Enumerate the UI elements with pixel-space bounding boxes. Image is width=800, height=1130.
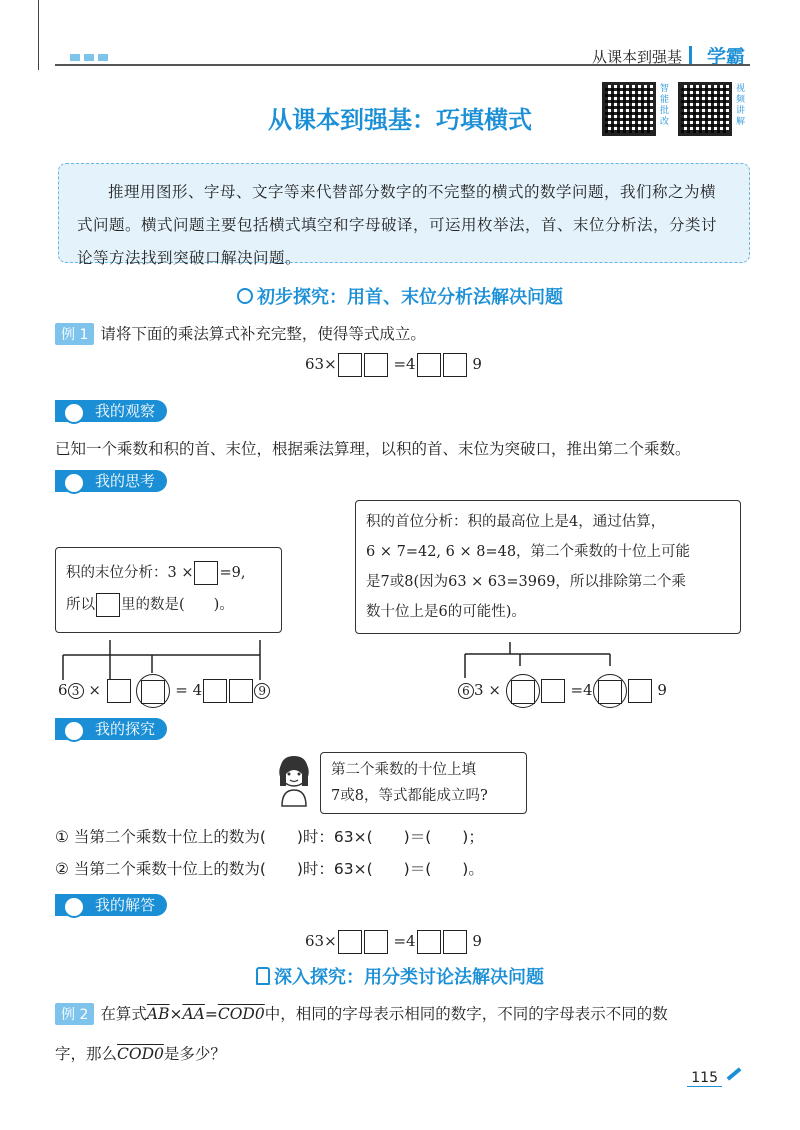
bubble-line-2: 7或8，等式都能成立吗? bbox=[331, 788, 488, 804]
blank-box[interactable] bbox=[511, 680, 535, 704]
bulb-icon bbox=[63, 896, 85, 918]
speech-bubble bbox=[320, 752, 527, 814]
units-line-2b: 里的数是( )。 bbox=[121, 597, 234, 613]
var-ab: $\overline{AB}$ bbox=[146, 1005, 170, 1023]
question-2: ② 当第二个乘数十位上的数为( )时：63×( )＝( )。 bbox=[55, 860, 484, 878]
equation-answer bbox=[305, 930, 482, 954]
diag-nine: 9 bbox=[657, 681, 667, 699]
eq-right: 9 bbox=[472, 932, 482, 950]
var-cod0: COD0 bbox=[117, 1045, 164, 1063]
var-aa: $\overline{AA}$ bbox=[182, 1005, 205, 1023]
diag-times: × bbox=[488, 681, 501, 699]
eq-right: 9 bbox=[472, 355, 482, 373]
units-diagram bbox=[58, 674, 270, 708]
example-tag: 例 1 bbox=[55, 323, 94, 345]
left-margin-line bbox=[38, 0, 39, 70]
qr-label-grading: 智能批改 bbox=[660, 84, 670, 127]
section-heading-2 bbox=[0, 963, 800, 989]
blank-box[interactable] bbox=[364, 353, 388, 377]
times-sign: × bbox=[169, 1005, 183, 1023]
diag-circled-six: 6 bbox=[458, 683, 474, 699]
blank-box[interactable] bbox=[338, 930, 362, 954]
example-2-line-2 bbox=[55, 1042, 226, 1064]
leading-line-3: 是7或8(因为63 × 63=3969，所以排除第二个乘 bbox=[366, 574, 686, 590]
diag-equals: = 4 bbox=[175, 681, 203, 699]
blank-box[interactable] bbox=[338, 353, 362, 377]
blank-box[interactable] bbox=[141, 680, 165, 704]
blank-box[interactable] bbox=[628, 679, 652, 703]
blank-box[interactable] bbox=[417, 353, 441, 377]
blank-box[interactable] bbox=[443, 353, 467, 377]
page-number: 115 bbox=[687, 1070, 722, 1087]
blank-box[interactable] bbox=[598, 680, 622, 704]
eq-mid: =4 bbox=[393, 932, 416, 950]
example-2-text-d: 是多少？ bbox=[163, 1045, 226, 1063]
leading-diagram bbox=[458, 674, 667, 708]
eq-left: 63× bbox=[305, 932, 337, 950]
header-decoration bbox=[70, 46, 112, 65]
blank-box[interactable] bbox=[541, 679, 565, 703]
equation-1 bbox=[305, 353, 482, 377]
example-2-text-c: 字，那么 bbox=[55, 1045, 118, 1063]
example-1 bbox=[55, 322, 426, 345]
blank-box[interactable] bbox=[107, 679, 131, 703]
units-analysis-box bbox=[55, 547, 282, 633]
diag-digit: 3 bbox=[474, 681, 484, 699]
blank-box[interactable] bbox=[443, 930, 467, 954]
think-label-text: 我的思考 bbox=[95, 472, 156, 490]
explore-label-text: 我的探究 bbox=[95, 720, 156, 738]
units-line-1a: 积的末位分析：3 × bbox=[66, 565, 194, 581]
answer-label-text: 我的解答 bbox=[95, 896, 156, 914]
explore-label bbox=[55, 718, 167, 740]
blank-box[interactable] bbox=[203, 679, 227, 703]
leading-line-4: 数十位上是6的可能性)。 bbox=[366, 604, 526, 620]
book-title: 从课本到强基 bbox=[591, 48, 682, 66]
leading-digit-analysis-box bbox=[355, 500, 741, 634]
header-rule bbox=[55, 64, 750, 66]
qr-label-video: 视频讲解 bbox=[736, 84, 746, 127]
page-title: 从课本到强基：巧填横式 bbox=[268, 106, 532, 134]
leading-line-2: 6 × 7=42, 6 × 8=48，第二个乘数的十位上可能 bbox=[366, 544, 691, 560]
leading-line-1: 积的首位分析：积的最高位上是4，通过估算， bbox=[366, 514, 666, 530]
qr-code-video[interactable] bbox=[678, 82, 732, 136]
bulb-icon bbox=[63, 472, 85, 494]
units-line-1 bbox=[66, 558, 281, 588]
example-tag: 例 2 bbox=[55, 1003, 94, 1025]
blank-box[interactable] bbox=[417, 930, 441, 954]
question-1: ① 当第二个乘数十位上的数为( )时：63×( )＝( )； bbox=[55, 828, 484, 846]
blank-box[interactable] bbox=[229, 679, 253, 703]
bulb-icon bbox=[63, 720, 85, 742]
think-label bbox=[55, 470, 167, 492]
diag-circled-nine: 9 bbox=[254, 683, 270, 699]
observe-label-text: 我的观察 bbox=[95, 402, 156, 420]
section-title-1: 初步探究：用首、末位分析法解决问题 bbox=[257, 287, 563, 308]
section-title-2: 深入探究：用分类讨论法解决问题 bbox=[274, 967, 544, 988]
units-line-1b: =9, bbox=[219, 565, 246, 581]
example-2-text-a: 在算式 bbox=[100, 1005, 147, 1023]
brand-logo: 学霸 bbox=[706, 46, 745, 68]
diag-circled-digit: 3 bbox=[68, 683, 84, 699]
eq-mid: =4 bbox=[393, 355, 416, 373]
bulb-icon bbox=[63, 402, 85, 424]
observe-label bbox=[55, 400, 167, 422]
example-1-text: 请将下面的乘法算式补充完整，使得等式成立。 bbox=[100, 325, 426, 343]
answer-label bbox=[55, 894, 167, 916]
example-2-text-b: 中，相同的字母表示相同的数字，不同的字母表示不同的数 bbox=[264, 1005, 668, 1023]
girl-avatar bbox=[272, 752, 316, 808]
magnifier-icon bbox=[237, 288, 253, 304]
blank-box[interactable] bbox=[96, 593, 120, 617]
pencil-icon bbox=[727, 1067, 742, 1080]
intro-box bbox=[58, 163, 750, 267]
diag-circled-box bbox=[506, 674, 540, 708]
section-heading-1 bbox=[0, 283, 800, 309]
blank-box[interactable] bbox=[364, 930, 388, 954]
header-divider bbox=[689, 46, 692, 64]
qr-code-grading[interactable] bbox=[602, 82, 656, 136]
diag-times: × bbox=[88, 681, 101, 699]
units-line-2 bbox=[66, 590, 281, 620]
eq-left: 63× bbox=[305, 355, 337, 373]
units-line-2a: 所以 bbox=[66, 597, 95, 613]
equals-sign: = bbox=[204, 1005, 218, 1023]
diag-circled-box bbox=[593, 674, 627, 708]
bubble-line-1: 第二个乘数的十位上填 bbox=[331, 762, 476, 778]
diag-equals: =4 bbox=[570, 681, 593, 699]
var-cod0: COD0 bbox=[217, 1005, 265, 1023]
diag-digit: 6 bbox=[58, 681, 68, 699]
example-2 bbox=[55, 1002, 755, 1025]
intro-text: 推理用图形、字母、文字等来代替部分数字的不完整的横式的数学问题，我们称之为横式问题。横式问题主要包括横式填空和字母破译，可运用枚举法，首、末位分析法，分类讨论等方法找到突破口解决问题。 bbox=[77, 183, 718, 267]
microscope-icon bbox=[256, 967, 270, 985]
blank-box[interactable] bbox=[194, 561, 218, 585]
diag-circled-box bbox=[136, 674, 170, 708]
observe-text: 已知一个乘数和积的首、末位，根据乘法算理，以积的首、末位为突破口，推出第二个乘数。 bbox=[55, 440, 691, 458]
